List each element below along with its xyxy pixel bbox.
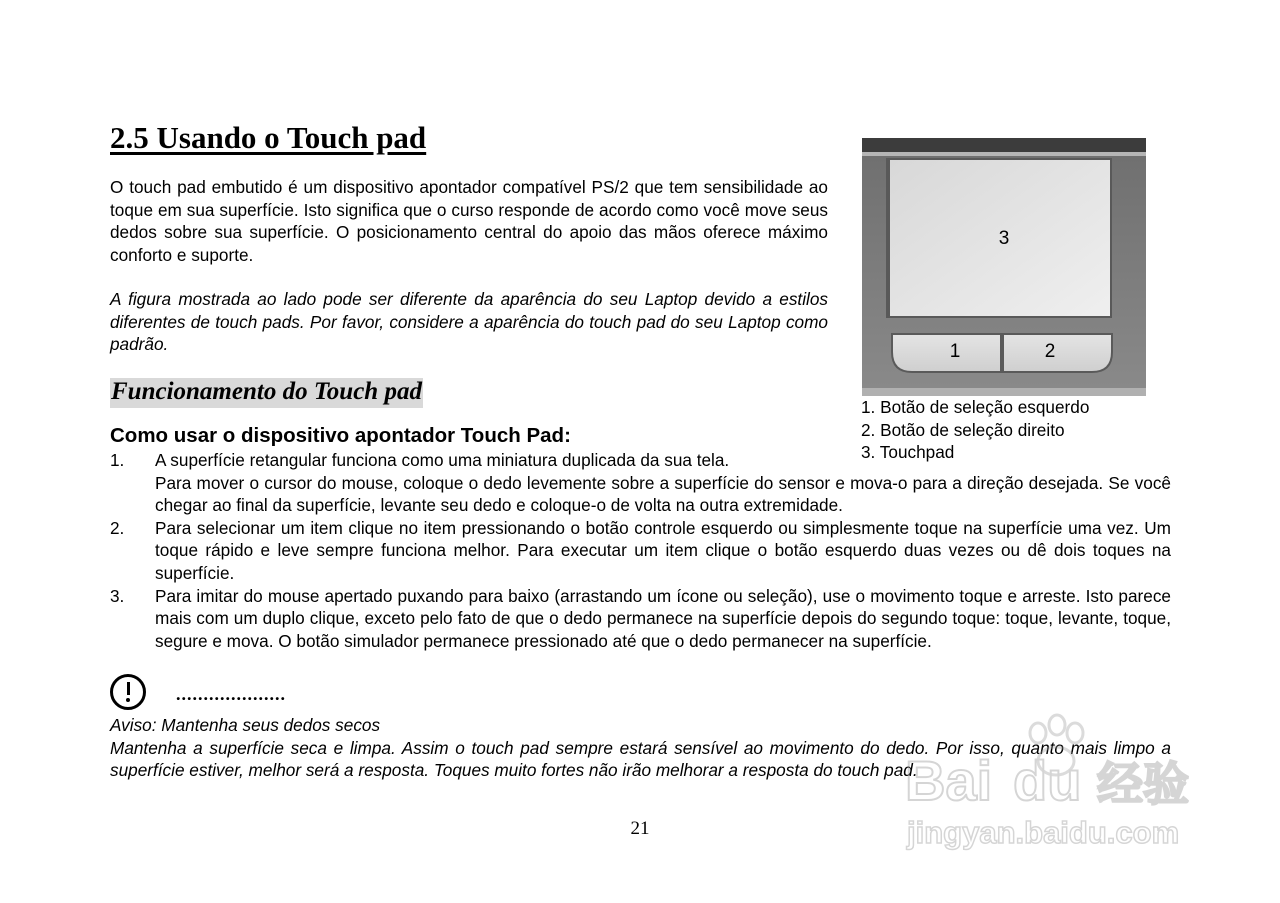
warning-dots: .................... bbox=[176, 684, 286, 704]
step-text: Para mover o cursor do mouse, coloque o dedo levemente sobre a superfície do sensor e mova-o para a direção desejada. Se você chegar ao final da superfície, levante seu dedo e coloque-o de volta na outra extremidade. bbox=[155, 472, 1171, 516]
steps-list bbox=[110, 449, 1171, 652]
section-heading: Funcionamento do Touch pad bbox=[110, 378, 423, 408]
step-text-first-line: A superfície retangular funciona como uma miniatura duplicada da sua tela. bbox=[155, 450, 730, 470]
figure-caption bbox=[861, 396, 1089, 464]
intro-paragraph: O touch pad embutido é um dispositivo apontador compatível PS/2 que tem sensibilidade ao toque em sua superfície. Isto significa que o curso responde de acordo como você move seus dedos sobre sua superfície. O posicionamento central do apoio das mãos oferece máximo conforto e suporte. bbox=[110, 177, 828, 265]
touchpad-figure bbox=[862, 138, 1146, 396]
step-number: 2. bbox=[110, 517, 125, 538]
right-button-shape bbox=[1003, 334, 1112, 372]
svg-text:经验: 经验 bbox=[1097, 757, 1189, 811]
step-text: Para selecionar um item clique no item pressionando o botão controle esquerdo ou simplesmente toque na superfície uma vez. Um toque rápido e leve sempre funciona melhor. Para executar um item clique o botão esquerdo duas vezes ou dê dois toques na superfície. bbox=[155, 517, 1171, 583]
baidu-watermark-logo bbox=[905, 705, 1205, 855]
step-text: Para imitar do mouse apertado puxando para baixo (arrastando um ícone ou seleção), use o movimento toque e arreste. Isto parece mais com um duplo clique, exceto pelo fato de que o dedo permanece na superfície depois do segundo toque: toque, levante, toque, segure e mova. O botão simulador permanece pressionado até que o dedo permanecer na superfície. bbox=[155, 585, 1171, 651]
list-item bbox=[110, 517, 1171, 585]
step-number: 3. bbox=[110, 585, 125, 606]
page-number: 21 bbox=[630, 818, 650, 839]
warning-title: Aviso: Mantenha seus dedos secos bbox=[110, 715, 381, 735]
pad-label: 3 bbox=[998, 228, 1010, 249]
left-button-shape bbox=[892, 334, 1001, 372]
svg-text:jingyan.baidu.com: jingyan.baidu.com bbox=[907, 815, 1180, 850]
page-title: 2.5 Usando o Touch pad bbox=[110, 120, 427, 155]
svg-text:du: du bbox=[1013, 749, 1082, 812]
caption-line: 2. Botão de seleção direito bbox=[861, 419, 1065, 440]
caption-line: 3. Touchpad bbox=[861, 442, 955, 463]
step-number: 1. bbox=[110, 450, 125, 470]
exclamation-circle-icon bbox=[110, 674, 146, 710]
caption-line: 1. Botão de seleção esquerdo bbox=[861, 397, 1090, 417]
svg-text:Bai: Bai bbox=[905, 749, 993, 812]
note-paragraph: A figura mostrada ao lado pode ser diferente da aparência do seu Laptop devido a estilos diferentes de touch pads. Por favor, considere a aparência do touch pad do seu Laptop como padrão. bbox=[110, 289, 828, 355]
howto-heading: Como usar o dispositivo apontador Touch Pad: bbox=[110, 424, 571, 447]
warning-text: Mantenha a superfície seca e limpa. Assim o touch pad sempre estará sensível ao movimento do dedo. Por isso, quanto mais limpo a superfície estiver, melhor será a resposta. Toques muito fortes não irão melhorar a resposta do touch pad. bbox=[110, 737, 1171, 781]
left-button-label: 1 bbox=[949, 341, 961, 362]
list-item bbox=[110, 585, 1171, 653]
right-button-label: 2 bbox=[1044, 341, 1056, 362]
